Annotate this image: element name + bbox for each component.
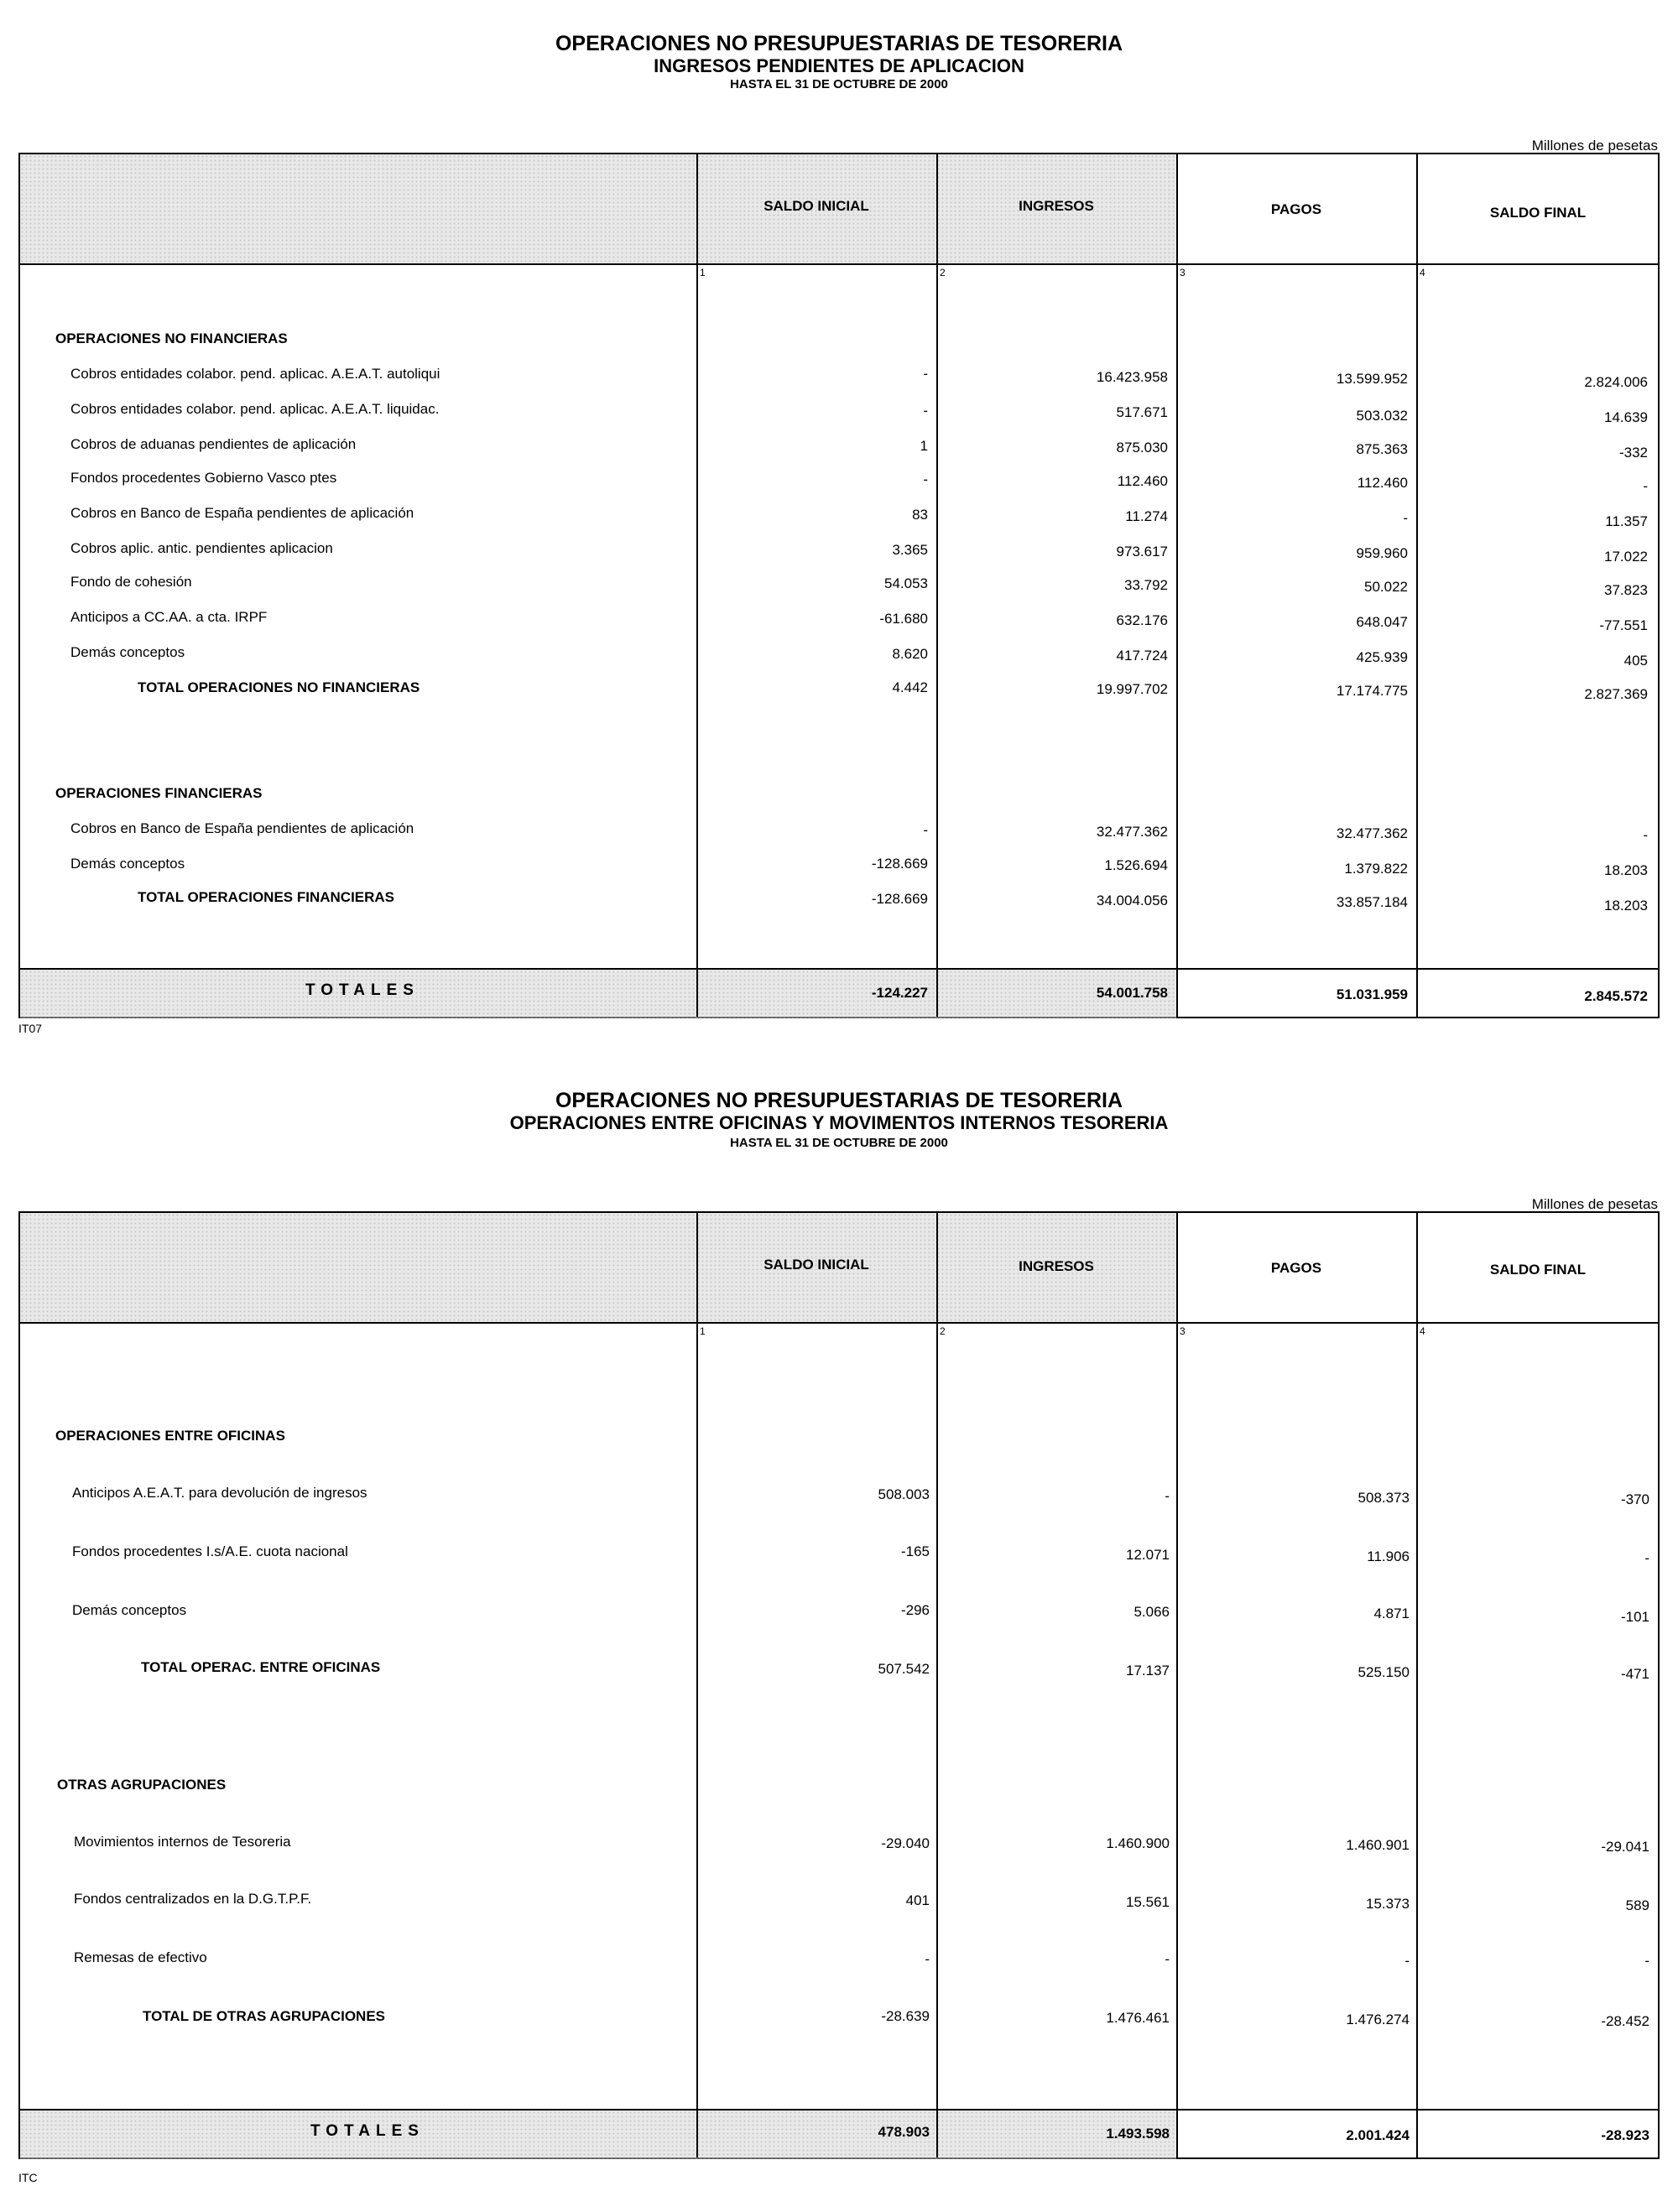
column-divider bbox=[936, 1213, 938, 2157]
subtotal-ingresos: 34.004.056 bbox=[1096, 893, 1168, 908]
cell-saldo-final: 37.823 bbox=[1604, 582, 1648, 598]
subtotal-saldo-inicial: -128.669 bbox=[871, 891, 928, 907]
cell-saldo-inicial: 401 bbox=[905, 1892, 930, 1908]
cell-saldo-final: 18.203 bbox=[1604, 862, 1648, 878]
totals-divider bbox=[20, 968, 1658, 970]
subtotal-saldo-inicial: -28.639 bbox=[881, 2008, 930, 2024]
subtotal-label: TOTAL OPERAC. ENTRE OFICINAS bbox=[141, 1659, 381, 1675]
row-label: Demás conceptos bbox=[70, 856, 185, 872]
cell-pagos: 503.032 bbox=[1356, 408, 1408, 424]
col-number: 3 bbox=[1180, 1325, 1186, 1337]
col-number: 4 bbox=[1420, 1325, 1425, 1337]
cell-pagos: 1.460.901 bbox=[1346, 1837, 1410, 1853]
cell-ingresos: 632.176 bbox=[1116, 612, 1168, 628]
row-label: Demás conceptos bbox=[72, 1602, 187, 1618]
table2-subtitle: OPERACIONES ENTRE OFICINAS Y MOVIMENTOS INTERNOS TESORERIA bbox=[509, 1112, 1169, 1133]
cell-saldo-inicial: - bbox=[923, 822, 928, 838]
table1-subtitle: INGRESOS PENDIENTES DE APLICACION bbox=[654, 55, 1024, 76]
row-label: Fondo de cohesión bbox=[70, 574, 192, 590]
cell-ingresos: 16.423.958 bbox=[1096, 369, 1168, 385]
col-number: 2 bbox=[940, 267, 946, 278]
row-label: Cobros aplic. antic. pendientes aplicacion bbox=[70, 540, 333, 556]
cell-saldo-final: 2.824.006 bbox=[1584, 374, 1648, 390]
cell-pagos: 32.477.362 bbox=[1336, 825, 1408, 841]
col-header-saldo-inicial: SALDO INICIAL bbox=[763, 198, 869, 214]
cell-saldo-final: 17.022 bbox=[1604, 549, 1648, 565]
totals-pagos: 51.031.959 bbox=[1336, 986, 1408, 1002]
cell-pagos: 13.599.952 bbox=[1336, 371, 1408, 387]
group-heading: OPERACIONES FINANCIERAS bbox=[55, 785, 263, 801]
totals-label: TOTALES bbox=[310, 2122, 425, 2140]
totals-ingresos: 1.493.598 bbox=[1106, 2126, 1170, 2142]
cell-ingresos: 11.274 bbox=[1125, 508, 1168, 524]
cell-ingresos: 1.460.900 bbox=[1106, 1835, 1170, 1851]
cell-ingresos: 12.071 bbox=[1126, 1547, 1170, 1563]
cell-pagos: 4.871 bbox=[1373, 1606, 1410, 1621]
col-header-saldo-final: SALDO FINAL bbox=[1489, 1262, 1587, 1278]
subtotal-label: TOTAL OPERACIONES NO FINANCIERAS bbox=[138, 679, 420, 695]
subtotal-pagos: 1.476.274 bbox=[1346, 2012, 1410, 2027]
cell-saldo-inicial: 508.003 bbox=[878, 1486, 930, 1502]
cell-saldo-final: - bbox=[1643, 478, 1648, 494]
cell-saldo-inicial: - bbox=[925, 1951, 930, 1967]
row-label: Anticipos A.E.A.T. para devolución de ingresos bbox=[72, 1485, 367, 1501]
column-divider bbox=[696, 1213, 698, 2157]
cell-saldo-final: 11.357 bbox=[1605, 513, 1648, 529]
group-heading: OPERACIONES ENTRE OFICINAS bbox=[55, 1428, 285, 1444]
cell-ingresos: 875.030 bbox=[1116, 440, 1168, 455]
col-number: 3 bbox=[1180, 267, 1186, 278]
totals-divider bbox=[20, 2109, 1658, 2111]
cell-ingresos: - bbox=[1165, 1488, 1170, 1504]
cell-ingresos: 517.671 bbox=[1116, 404, 1168, 420]
header-shade bbox=[20, 154, 696, 263]
cell-saldo-inicial: -61.680 bbox=[879, 611, 928, 627]
header-shade bbox=[20, 1213, 696, 1322]
totals-saldo-final: 2.845.572 bbox=[1584, 988, 1648, 1004]
totals-saldo-final: -28.923 bbox=[1601, 2127, 1649, 2143]
row-label: Cobros de aduanas pendientes de aplicación bbox=[70, 436, 357, 452]
row-label: Movimientos internos de Tesoreria bbox=[74, 1834, 291, 1850]
table2-units: Millones de pesetas bbox=[1531, 1196, 1658, 1212]
header-divider bbox=[20, 263, 1658, 265]
subtotal-saldo-final: -471 bbox=[1620, 1666, 1649, 1682]
col-header-pagos: PAGOS bbox=[1270, 1260, 1322, 1276]
subtotal-ingresos: 17.137 bbox=[1126, 1663, 1170, 1679]
cell-ingresos: 417.724 bbox=[1116, 648, 1168, 664]
cell-ingresos: 15.561 bbox=[1126, 1894, 1170, 1910]
row-label: Cobros entidades colabor. pend. aplicac. A.E.A.T. autoliqui bbox=[70, 366, 440, 382]
subtotal-pagos: 17.174.775 bbox=[1336, 683, 1408, 699]
col-number: 4 bbox=[1420, 267, 1425, 278]
cell-ingresos: 973.617 bbox=[1116, 544, 1168, 560]
subtotal-label: TOTAL OPERACIONES FINANCIERAS bbox=[138, 889, 395, 905]
cell-pagos: 15.373 bbox=[1366, 1896, 1410, 1912]
row-label: Cobros entidades colabor. pend. aplicac. A.E.A.T. liquidac. bbox=[70, 401, 440, 417]
cell-pagos: 875.363 bbox=[1356, 441, 1408, 457]
totals-pagos: 2.001.424 bbox=[1346, 2127, 1410, 2143]
group-heading: OPERACIONES NO FINANCIERAS bbox=[55, 330, 288, 346]
cell-pagos: 508.373 bbox=[1358, 1490, 1410, 1506]
cell-saldo-final: - bbox=[1644, 1550, 1649, 1566]
subtotal-saldo-inicial: 507.542 bbox=[878, 1661, 930, 1677]
column-divider bbox=[1416, 154, 1418, 1017]
col-number: 1 bbox=[700, 267, 706, 278]
cell-ingresos: 5.066 bbox=[1133, 1604, 1170, 1620]
cell-saldo-inicial: - bbox=[923, 403, 928, 419]
row-label: Fondos procedentes Gobierno Vasco ptes bbox=[70, 470, 337, 486]
row-label: Cobros en Banco de España pendientes de aplicación bbox=[70, 820, 414, 836]
col-header-ingresos: INGRESOS bbox=[1019, 198, 1094, 214]
cell-saldo-final: -370 bbox=[1620, 1491, 1649, 1507]
cell-pagos: 11.906 bbox=[1367, 1548, 1410, 1564]
cell-saldo-inicial: - bbox=[923, 366, 928, 382]
header-divider bbox=[20, 1322, 1658, 1324]
row-label: Remesas de efectivo bbox=[74, 1949, 207, 1965]
cell-saldo-final: -101 bbox=[1620, 1609, 1649, 1625]
group-heading: OTRAS AGRUPACIONES bbox=[57, 1777, 227, 1793]
cell-ingresos: 112.460 bbox=[1117, 473, 1168, 489]
cell-saldo-final: - bbox=[1644, 1953, 1649, 1969]
cell-pagos: 959.960 bbox=[1356, 545, 1408, 561]
cell-saldo-inicial: -165 bbox=[900, 1543, 930, 1559]
subtotal-saldo-final: 18.203 bbox=[1604, 898, 1648, 913]
cell-saldo-inicial: 8.620 bbox=[892, 646, 928, 662]
table1-date: HASTA EL 31 DE OCTUBRE DE 2000 bbox=[730, 77, 948, 91]
col-number: 1 bbox=[700, 1325, 706, 1337]
table1-title: OPERACIONES NO PRESUPUESTARIAS DE TESORERIA bbox=[555, 32, 1123, 55]
subtotal-ingresos: 1.476.461 bbox=[1106, 2010, 1170, 2026]
col-header-pagos: PAGOS bbox=[1270, 201, 1322, 217]
cell-saldo-inicial: - bbox=[923, 471, 928, 487]
totals-ingresos: 54.001.758 bbox=[1096, 985, 1168, 1001]
totals-saldo-inicial: 478.903 bbox=[878, 2124, 930, 2140]
table2-title: OPERACIONES NO PRESUPUESTARIAS DE TESORERIA bbox=[555, 1089, 1123, 1112]
cell-saldo-inicial: -128.669 bbox=[871, 856, 928, 872]
column-divider bbox=[936, 154, 938, 1017]
cell-saldo-final: 589 bbox=[1625, 1897, 1649, 1913]
col-header-ingresos: INGRESOS bbox=[1019, 1258, 1094, 1274]
subtotal-saldo-final: 2.827.369 bbox=[1584, 686, 1648, 702]
row-label: Demás conceptos bbox=[70, 644, 185, 660]
subtotal-saldo-inicial: 4.442 bbox=[892, 679, 928, 695]
cell-pagos: - bbox=[1403, 510, 1408, 526]
subtotal-pagos: 525.150 bbox=[1358, 1664, 1410, 1680]
row-label: Fondos procedentes I.s/A.E. cuota nacional bbox=[72, 1543, 348, 1559]
cell-ingresos: - bbox=[1165, 1951, 1170, 1967]
table2-code: ITC bbox=[18, 2171, 38, 2184]
subtotal-pagos: 33.857.184 bbox=[1336, 894, 1408, 910]
table2-date: HASTA EL 31 DE OCTUBRE DE 2000 bbox=[730, 1136, 948, 1150]
cell-saldo-inicial: 3.365 bbox=[892, 542, 928, 558]
subtotal-ingresos: 19.997.702 bbox=[1096, 681, 1168, 697]
cell-saldo-final: -332 bbox=[1618, 445, 1648, 461]
cell-pagos: 648.047 bbox=[1356, 614, 1408, 630]
row-label: Anticipos a CC.AA. a cta. IRPF bbox=[70, 609, 268, 625]
cell-saldo-inicial: -296 bbox=[900, 1602, 930, 1618]
cell-saldo-final: 14.639 bbox=[1604, 409, 1648, 425]
cell-saldo-inicial: 1 bbox=[920, 438, 928, 454]
cell-saldo-final: 405 bbox=[1623, 653, 1648, 669]
cell-saldo-inicial: 83 bbox=[912, 507, 928, 523]
cell-ingresos: 1.526.694 bbox=[1104, 857, 1168, 873]
cell-saldo-inicial: 54.053 bbox=[884, 575, 928, 591]
cell-saldo-final: -29.041 bbox=[1601, 1839, 1649, 1855]
col-header-saldo-final: SALDO FINAL bbox=[1489, 205, 1587, 221]
subtotal-label: TOTAL DE OTRAS AGRUPACIONES bbox=[143, 2008, 386, 2024]
totals-label: TOTALES bbox=[305, 981, 420, 999]
subtotal-saldo-final: -28.452 bbox=[1601, 2013, 1649, 2029]
cell-saldo-final: -77.551 bbox=[1599, 617, 1648, 633]
col-number: 2 bbox=[940, 1325, 946, 1337]
cell-pagos: - bbox=[1404, 1953, 1410, 1969]
cell-pagos: 112.460 bbox=[1357, 475, 1408, 491]
column-divider bbox=[1176, 1213, 1178, 2157]
table1 bbox=[18, 153, 1660, 1018]
table1-code: IT07 bbox=[18, 1022, 43, 1035]
table1-units: Millones de pesetas bbox=[1531, 138, 1658, 154]
column-divider bbox=[1176, 154, 1178, 1017]
col-header-saldo-inicial: SALDO INICIAL bbox=[763, 1257, 869, 1273]
cell-pagos: 50.022 bbox=[1364, 579, 1408, 595]
cell-ingresos: 32.477.362 bbox=[1096, 824, 1168, 840]
totals-saldo-inicial: -124.227 bbox=[871, 985, 928, 1001]
table2 bbox=[18, 1211, 1660, 2159]
row-label: Fondos centralizados en la D.G.T.P.F. bbox=[74, 1891, 312, 1907]
column-divider bbox=[1416, 1213, 1418, 2157]
row-label: Cobros en Banco de España pendientes de aplicación bbox=[70, 505, 414, 521]
cell-pagos: 425.939 bbox=[1356, 649, 1408, 665]
cell-saldo-inicial: -29.040 bbox=[881, 1835, 930, 1851]
cell-saldo-final: - bbox=[1643, 827, 1648, 843]
cell-pagos: 1.379.822 bbox=[1344, 861, 1408, 877]
column-divider bbox=[696, 154, 698, 1017]
cell-ingresos: 33.792 bbox=[1124, 577, 1168, 593]
